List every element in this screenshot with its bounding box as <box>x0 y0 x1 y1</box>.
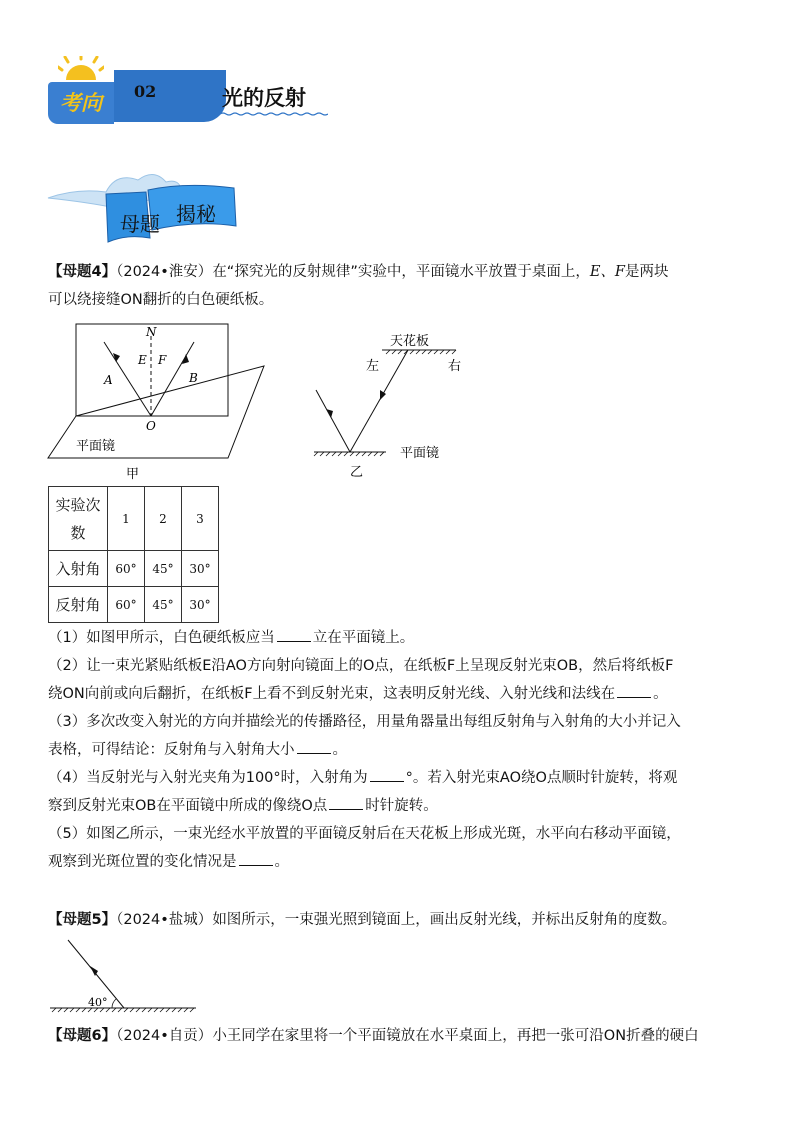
answer-blank[interactable] <box>239 851 273 866</box>
problem4-stem-line1: 在“探究光的反射规律”实验中，平面镜水平放置于桌面上， <box>212 264 590 280</box>
figure-yi <box>306 330 466 480</box>
problem5-source: （2024•盐城） <box>116 912 213 928</box>
problem5-tag: 【母题5】 <box>48 912 117 928</box>
label-B: B <box>189 371 198 385</box>
label-mirror-jia: 平面镜 <box>76 439 116 454</box>
answer-blank[interactable] <box>370 767 404 782</box>
question-list <box>48 624 748 876</box>
figure-jia <box>46 322 268 482</box>
banner-label-right: 揭秘 <box>176 202 216 226</box>
question-2-cont: 绕ON向前或向后翻折，在纸板F上看不到反射光束，这表明反射光线、入射光线和法线在 。 <box>48 680 748 708</box>
wavy-underline <box>208 112 328 116</box>
table-cell: 30° <box>182 587 219 623</box>
table-header-label: 实验次数 <box>49 487 108 551</box>
badge-label: 考向 <box>48 82 114 124</box>
problem4-vars: E、F <box>589 264 625 280</box>
answer-blank[interactable] <box>297 739 331 754</box>
question-3: （3）多次改变入射光的方向并描绘光的传播路径，用量角器量出每组反射角与入射角的大小并记入 <box>48 714 681 730</box>
label-O: O <box>146 419 156 433</box>
label-N: N <box>146 325 157 339</box>
answer-blank[interactable] <box>617 683 651 698</box>
question-4: （4）当反射光与入射光夹角为100°时，入射角为 °。若入射光束AO绕O点顺时针旋转，将观 <box>48 764 748 792</box>
question-3-cont: 表格，可得结论：反射角与入射角大小 。 <box>48 736 748 764</box>
label-E: E <box>138 353 147 367</box>
problem4-stem-end: 是两块 <box>625 264 669 280</box>
label-ceiling: 天花板 <box>390 334 430 349</box>
table-cell: 60° <box>108 551 145 587</box>
answer-blank[interactable] <box>277 627 311 642</box>
label-F: F <box>158 353 167 367</box>
answer-blank[interactable] <box>329 795 363 810</box>
question-4-cont: 察到反射光束OB在平面镜中所成的像绕O点 时针旋转。 <box>48 792 748 820</box>
label-left: 左 <box>366 359 380 374</box>
caption-yi: 乙 <box>350 465 364 480</box>
problem6-source: （2024•自贡） <box>116 1028 213 1044</box>
table-col-3: 3 <box>182 487 219 551</box>
problem6-text: 小王同学在家里将一个平面镜放在水平桌面上，再把一张可沿ON折叠的硬白 <box>212 1028 699 1044</box>
topic-badge <box>48 70 178 124</box>
angle-label: 40° <box>88 996 108 1009</box>
banner-label-left: 母题 <box>120 212 160 236</box>
problem4-tag: 【母题4】 <box>48 264 117 280</box>
table-col-2: 2 <box>145 487 182 551</box>
problem6-tag: 【母题6】 <box>48 1028 117 1044</box>
problem4-source: （2024•淮安） <box>116 264 213 280</box>
label-A: A <box>104 373 113 387</box>
problem6-stem <box>48 1022 748 1050</box>
table-cell: 45° <box>145 587 182 623</box>
question-2: （2）让一束光紧贴纸板E沿AO方向射向镜面上的O点，在纸板F上呈现反射光束OB，然后将纸板F <box>48 658 674 674</box>
badge-number: 02 <box>134 82 157 101</box>
table-cell: 60° <box>108 587 145 623</box>
row-label-incident: 入射角 <box>49 551 108 587</box>
label-mirror-yi: 平面镜 <box>400 446 440 461</box>
question-5: （5）如图乙所示，一束光经水平放置的平面镜反射后在天花板上形成光斑，水平向右移动平面镜， <box>48 826 681 842</box>
label-right: 右 <box>448 359 462 374</box>
topic-title: 光的反射 <box>222 86 306 110</box>
table-cell: 30° <box>182 551 219 587</box>
table-row <box>49 551 219 587</box>
row-label-reflection: 反射角 <box>49 587 108 623</box>
figure-problem5 <box>48 938 198 1018</box>
table-row <box>49 587 219 623</box>
question-1: （1）如图甲所示，白色硬纸板应当 立在平面镜上。 <box>48 624 748 652</box>
problem5-text: 如图所示，一束强光照到镜面上，画出反射光线，并标出反射角的度数。 <box>212 912 677 928</box>
caption-jia: 甲 <box>126 467 140 482</box>
table-header-row <box>49 487 219 551</box>
table-col-1: 1 <box>108 487 145 551</box>
problem4-stem <box>48 258 748 314</box>
question-5-cont: 观察到光斑位置的变化情况是 。 <box>48 848 748 876</box>
problem5-stem <box>48 906 748 934</box>
experiment-table <box>48 486 219 623</box>
problem4-stem-line2: 可以绕接缝ON翻折的白色硬纸板。 <box>48 292 274 308</box>
table-cell: 45° <box>145 551 182 587</box>
